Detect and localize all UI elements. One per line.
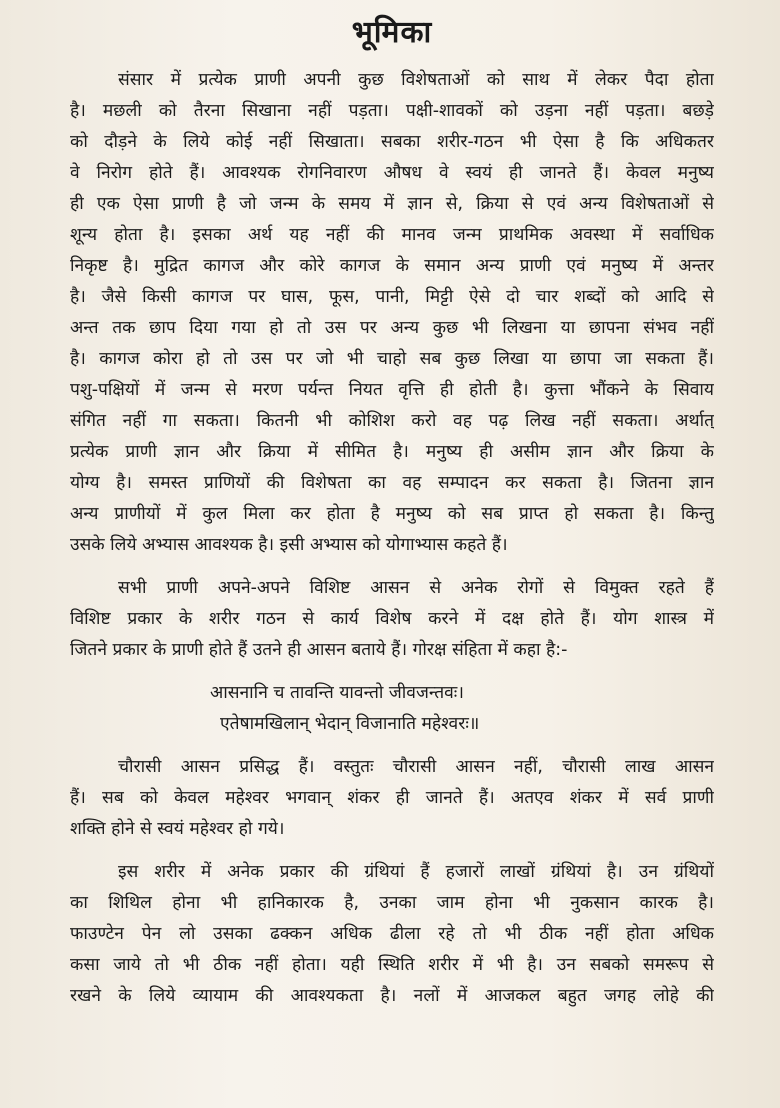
text-line: योग्य है। समस्त प्राणियों की विशेषता का वह सम्पादन कर सकता है। जितना ज्ञान (70, 473, 714, 493)
sanskrit-verse (70, 678, 714, 740)
text-line: ही एक ऐसा प्राणी है जो जन्म के समय में ज्ञान से, क्रिया से एवं अन्य विशेषताओं से (70, 194, 714, 214)
text-line: रखने के लिये व्यायाम की आवश्यकता है। नलों में आजकल बहुत जगह लोहे की (70, 986, 714, 1006)
paragraph-3 (70, 752, 714, 845)
text-line: है। मछली को तैरना सिखाना नहीं पड़ता। पक्षी-शावकों को उड़ना नहीं पड़ता। बछड़े (70, 101, 714, 121)
paragraph-1 (70, 65, 714, 561)
text-line: शक्ति होने से स्वयं महेश्वर हो गये। (70, 819, 285, 839)
text-line: वे निरोग होते हैं। आवश्यक रोगनिवारण औषध वे स्वयं ही जानते हैं। केवल मनुष्य (70, 163, 714, 183)
text-line: है। कागज कोरा हो तो उस पर जो भी चाहो सब कुछ लिखा या छापा जा सकता हैं। (70, 349, 714, 369)
text-line: अन्त तक छाप दिया गया हो तो उस पर अन्य कुछ भी लिखना या छापना संभव नहीं (70, 318, 714, 338)
text-line: का शिथिल होना भी हानिकारक है, उनका जाम होना भी नुकसान कारक है। (70, 893, 714, 913)
text-line: हैं। सब को केवल महेश्वर भगवान् शंकर ही जानते हैं। अतएव शंकर में सर्व प्राणी (70, 788, 714, 808)
text-line: चौरासी आसन प्रसिद्ध हैं। वस्तुतः चौरासी आसन नहीं, चौरासी लाख आसन (118, 757, 714, 777)
paragraph-2 (70, 573, 714, 666)
page-title: भूमिका (351, 15, 433, 50)
text-line: जितने प्रकार के प्राणी होते हैं उतने ही आसन बताये हैं। गोरक्ष संहिता में कहा है:- (70, 640, 568, 660)
text-line: इस शरीर में अनेक प्रकार की ग्रंथियां हैं हजारों लाखों ग्रंथियां है। उन ग्रंथियों (118, 862, 714, 882)
text-line: प्रत्येक प्राणी ज्ञान और क्रिया में सीमित है। मनुष्य ही असीम ज्ञान और क्रिया के (70, 442, 714, 462)
paragraph-4 (70, 857, 714, 1012)
text-line: है। जैसे किसी कागज पर घास, फूस, पानी, मिट्टी ऐसे दो चार शब्दों को आदि से (70, 287, 714, 307)
text-line: निकृष्ट है। मुद्रित कागज और कोरे कागज के समान अन्य प्राणी एवं मनुष्य में अन्तर (70, 256, 714, 276)
text-line: को दौड़ने के लिये कोई नहीं सिखाता। सबका शरीर-गठन भी ऐसा है कि अधिकतर (70, 132, 714, 152)
text-line: अन्य प्राणीयों में कुल मिला कर होता है मनुष्य को सब प्राप्त हो सकता है। किन्तु (70, 504, 714, 524)
text-line: संगित नहीं गा सकता। कितनी भी कोशिश करो वह पढ़ लिख नहीं सकता। अर्थात् (70, 411, 714, 431)
verse-line: आसनानि च तावन्ति यावन्तो जीवजन्तवः। (210, 683, 464, 703)
text-line: संसार में प्रत्येक प्राणी अपनी कुछ विशेषताओं को साथ में लेकर पैदा होता (118, 70, 714, 90)
text-line: शून्य होता है। इसका अर्थ यह नहीं की मानव जन्म प्राथमिक अवस्था में सर्वाधिक (70, 225, 714, 245)
text-line: कसा जाये तो भी ठीक नहीं होता। यही स्थिति शरीर में भी है। उन सबको समरूप से (70, 955, 714, 975)
text-line: पशु-पक्षियों में जन्म से मरण पर्यन्त नियत वृत्ति ही होती है। कुत्ता भौंकने के सिवाय (70, 380, 714, 400)
verse-line: एतेषामखिलान् भेदान् विजानाति महेश्वरः॥ (220, 714, 480, 734)
text-line: सभी प्राणी अपने-अपने विशिष्ट आसन से अनेक रोगों से विमुक्त रहते हैं (118, 578, 714, 598)
text-line: उसके लिये अभ्यास आवश्यक है। इसी अभ्यास को योगाभ्यास कहते हैं। (70, 535, 508, 555)
text-line: विशिष्ट प्रकार के शरीर गठन से कार्य विशेष करने में दक्ष होते हैं। योग शास्त्र में (70, 609, 714, 629)
text-line: फाउण्टेन पेन लो उसका ढक्कन अधिक ढीला रहे तो भी ठीक नहीं होता अधिक (70, 924, 714, 944)
